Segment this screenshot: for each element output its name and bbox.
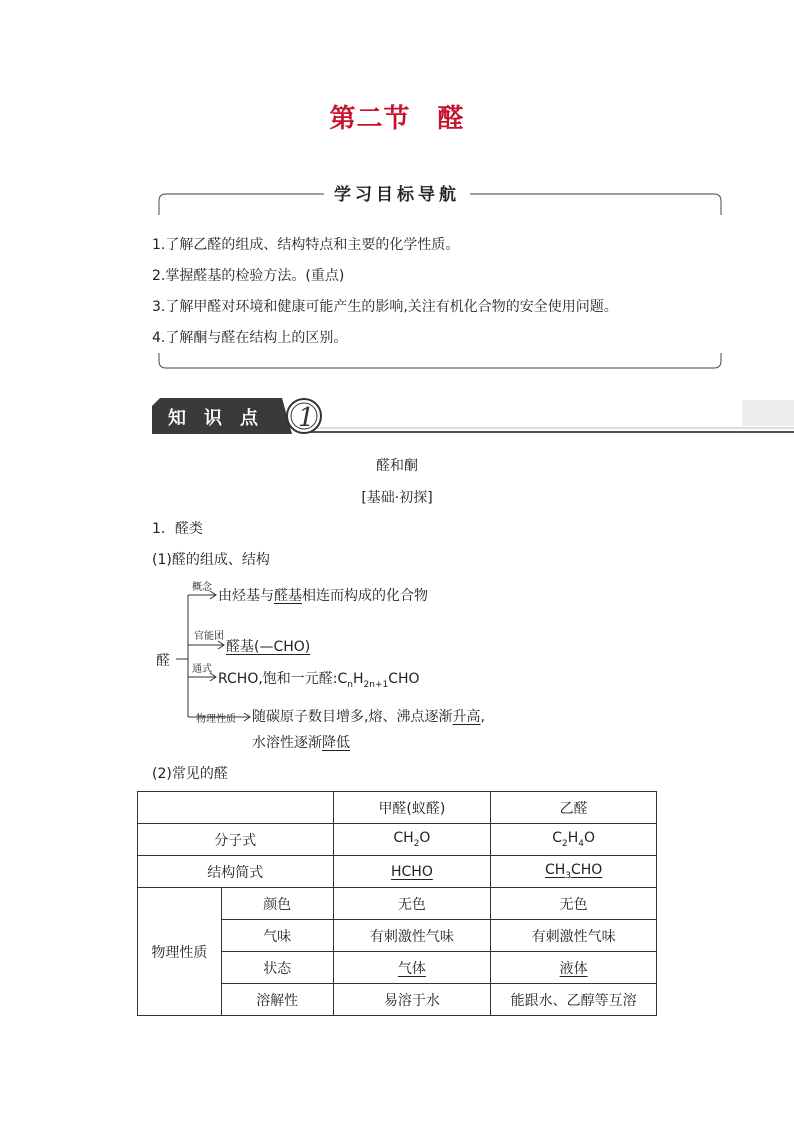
formula-n: n <box>347 679 354 690</box>
branch-functional-group-answer: 醛基(—CHO) <box>226 639 311 655</box>
struct-formula-answer: HCHO <box>390 863 433 880</box>
table-cell <box>491 856 657 888</box>
branch-label-physical: 物理性质 <box>196 714 236 725</box>
table-row-label: 溶解性 <box>221 984 333 1016</box>
goal-item: 1.了解乙醛的组成、结构特点和主要的化学性质。 <box>152 237 460 253</box>
table-cell <box>333 856 491 888</box>
section-tag: [基础·初探] <box>361 490 433 506</box>
struct-formula-answer <box>544 862 603 881</box>
goal-item: 3.了解甲醛对环境和健康可能产生的影响,关注有机化合物的安全使用问题。 <box>152 299 618 315</box>
goals-header <box>0 180 794 205</box>
table-row <box>138 888 657 920</box>
table-header-acetaldehyde: 乙醛 <box>491 792 657 824</box>
heading-aldehydes: 1．醛类 <box>152 521 203 537</box>
state-answer: 气体 <box>397 960 426 977</box>
branch-concept-text <box>218 585 428 605</box>
formula-sub: 2n+1 <box>363 679 389 690</box>
table-row <box>138 824 657 856</box>
diagram-root: 醛 <box>156 653 170 669</box>
formula-part: O <box>419 830 431 847</box>
physical-line1-answer: 升高 <box>452 709 481 725</box>
table-row-label: 状态 <box>221 952 333 984</box>
branch-physical-line2 <box>252 732 350 752</box>
table-row-label: 结构简式 <box>138 856 334 888</box>
formula-sub: 2 <box>413 838 420 849</box>
branch-general-formula-text <box>218 668 420 690</box>
formula-pre: RCHO,饱和一元醛:C <box>218 671 348 687</box>
state-answer: 液体 <box>559 960 588 977</box>
branch-concept-answer: 醛基 <box>274 588 302 604</box>
table-header-formaldehyde: 甲醛(蚁醛) <box>333 792 491 824</box>
table-cell: 有刺激性气味 <box>333 920 491 952</box>
formula-part: CHO <box>570 862 603 879</box>
table-row-label: 颜色 <box>221 888 333 920</box>
table-cell <box>491 824 657 856</box>
table-cell: 有刺激性气味 <box>491 920 657 952</box>
formula-part: H <box>567 830 579 847</box>
goal-item: 2.掌握醛基的检验方法。(重点) <box>152 268 345 284</box>
table-cell <box>333 952 491 984</box>
table-cell: 无色 <box>333 888 491 920</box>
table-row-label: 气味 <box>221 920 333 952</box>
physical-line1-post: , <box>480 709 485 725</box>
physical-line2-pre: 水溶性逐渐 <box>252 735 322 751</box>
formula-sub: 4 <box>578 838 584 849</box>
table-cell: 无色 <box>491 888 657 920</box>
svg-text:1: 1 <box>298 403 315 433</box>
branch-label-general-formula: 通式 <box>192 664 212 675</box>
physical-line1-pre: 随碳原子数目增多,熔、沸点逐渐 <box>252 709 453 725</box>
goals-header-text: 学习目标导航 <box>324 185 470 205</box>
branch-label-concept: 概念 <box>192 582 212 593</box>
subheading-common-aldehydes: (2)常见的醛 <box>152 766 228 782</box>
table-group-label: 物理性质 <box>138 888 222 1016</box>
branch-label-functional-group: 官能团 <box>194 631 224 642</box>
branch-physical-line1 <box>252 706 485 726</box>
goal-item: 4.了解酮与醛在结构上的区别。 <box>152 330 348 346</box>
subheading-composition: (1)醛的组成、结构 <box>152 552 270 568</box>
branch-functional-group-text <box>226 636 310 656</box>
formula-sub: 2 <box>562 838 568 849</box>
section-title: 醛和酮 <box>376 458 418 474</box>
table-row <box>138 856 657 888</box>
table-cell <box>491 952 657 984</box>
aldehyde-table <box>137 791 657 1016</box>
formula-post: CHO <box>388 671 420 687</box>
table-cell: 易溶于水 <box>333 984 491 1016</box>
table-row <box>138 792 657 824</box>
formula-h: H <box>353 671 364 687</box>
formula-part: C <box>552 830 562 847</box>
table-cell <box>333 824 491 856</box>
branch-concept-post: 相连而构成的化合物 <box>302 588 428 604</box>
formula-part: CH <box>544 862 566 879</box>
table-row-label: 分子式 <box>138 824 334 856</box>
table-cell: 能跟水、乙醇等互溶 <box>491 984 657 1016</box>
physical-line2-answer: 降低 <box>322 735 350 751</box>
formula-sub: 3 <box>565 870 571 881</box>
formula-part: CH <box>393 830 414 847</box>
page-title: 第二节 醛 <box>329 104 465 134</box>
table-corner-cell <box>138 792 334 824</box>
branch-concept-pre: 由烃基与 <box>218 588 274 604</box>
knowledge-point-label: 知识点 <box>168 408 276 429</box>
formula-part: O <box>584 830 596 847</box>
